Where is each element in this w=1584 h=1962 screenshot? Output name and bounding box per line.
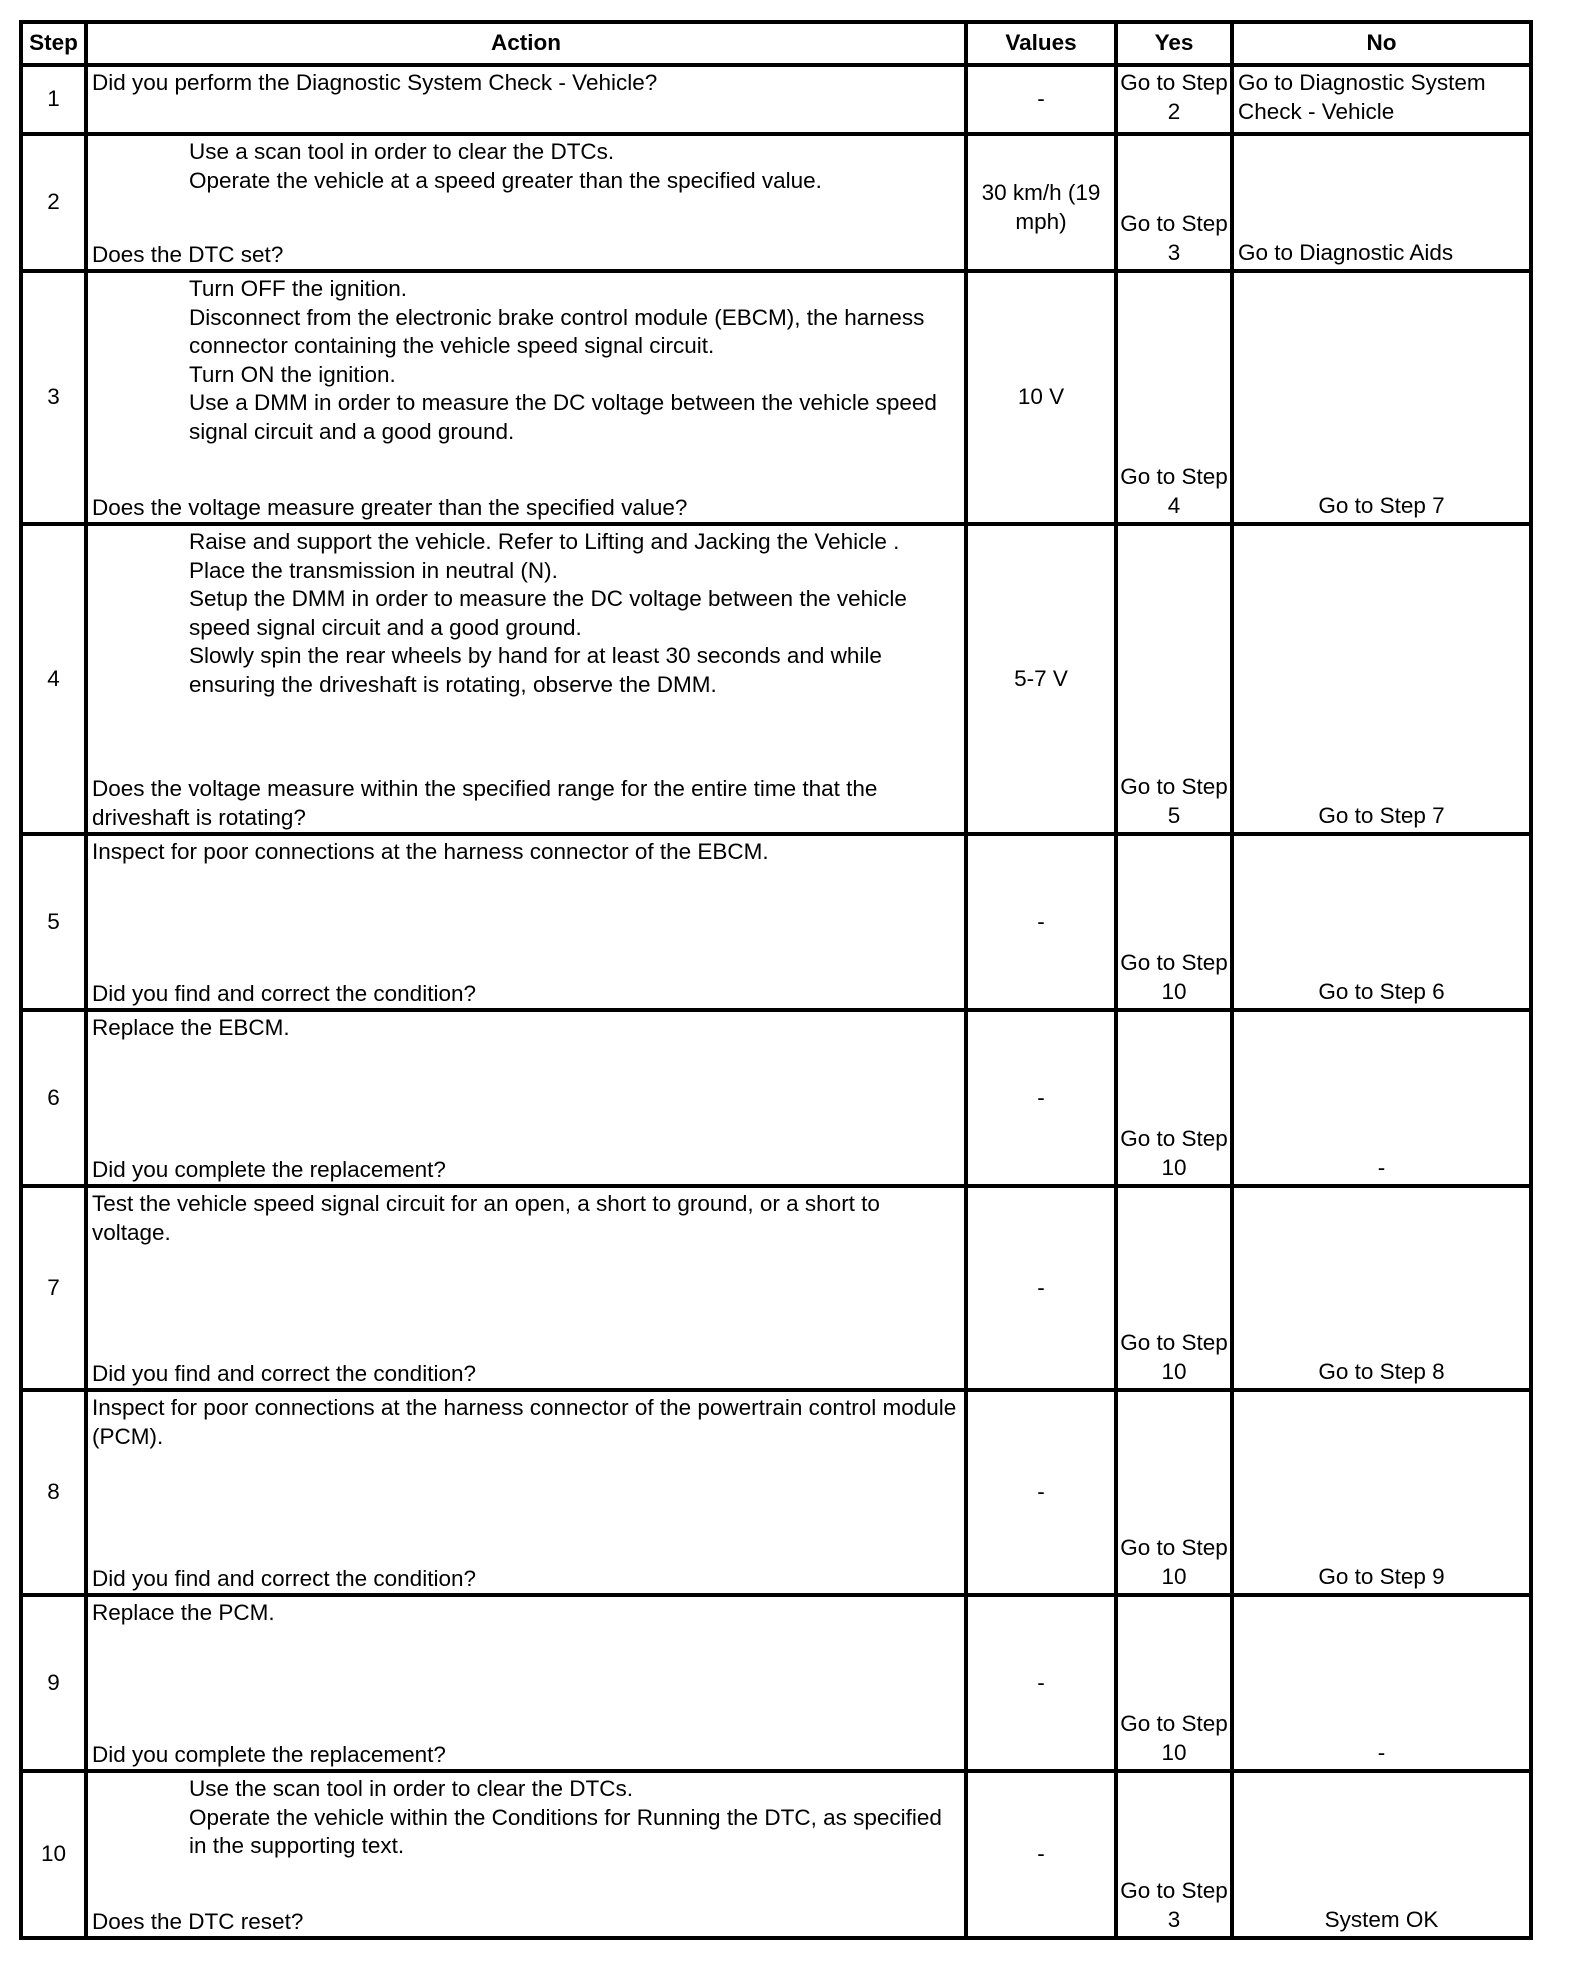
action-cell bbox=[86, 134, 966, 271]
yes-cell: Go to Step 3 bbox=[1116, 1771, 1232, 1938]
no-cell: Go to Diagnostic System Check - Vehicle bbox=[1232, 65, 1531, 134]
action-question: Did you complete the replacement? bbox=[92, 1741, 446, 1767]
step-number: 3 bbox=[21, 271, 86, 524]
action-step: Place the transmission in neutral (N). bbox=[189, 557, 558, 583]
no-cell: System OK bbox=[1232, 1771, 1531, 1938]
value-cell: 5-7 V bbox=[966, 524, 1116, 834]
no-cell: Go to Diagnostic Aids bbox=[1232, 134, 1531, 271]
header-action: Action bbox=[86, 22, 966, 65]
action-instruction: Replace the PCM. bbox=[92, 1600, 275, 1625]
table-row bbox=[21, 834, 1531, 1010]
step-number: 7 bbox=[21, 1186, 86, 1390]
no-cell: Go to Step 6 bbox=[1232, 834, 1531, 1010]
header-no: No bbox=[1232, 22, 1531, 65]
step-number: 1 bbox=[21, 65, 86, 134]
value-cell: - bbox=[966, 834, 1116, 1010]
yes-cell: Go to Step 10 bbox=[1116, 834, 1232, 1010]
action-cell bbox=[86, 1771, 966, 1938]
action-step: Turn OFF the ignition. bbox=[189, 276, 408, 301]
yes-cell: Go to Step 2 bbox=[1116, 65, 1232, 134]
no-cell: Go to Step 7 bbox=[1232, 524, 1531, 834]
table-row bbox=[21, 271, 1531, 524]
action-instruction: Inspect for poor connections at the harness connector of the EBCM. bbox=[92, 839, 769, 864]
table-row bbox=[21, 1595, 1531, 1771]
value-cell: - bbox=[966, 65, 1116, 134]
step-number: 5 bbox=[21, 834, 86, 1010]
table-row bbox=[21, 524, 1531, 834]
yes-cell: Go to Step 10 bbox=[1116, 1010, 1232, 1186]
action-step: Setup the DMM in order to measure the DC voltage between the vehicle speed signal circuit and a good ground. bbox=[189, 586, 907, 640]
no-cell: Go to Step 8 bbox=[1232, 1186, 1531, 1390]
action-question: Does the DTC reset? bbox=[92, 1908, 304, 1934]
action-step: Slowly spin the rear wheels by hand for at least 30 seconds and while ensuring the driveshaft is rotating, observe the DMM. bbox=[189, 643, 882, 697]
action-step: Use a DMM in order to measure the DC voltage between the vehicle speed signal circuit and a good ground. bbox=[189, 390, 937, 444]
action-steps bbox=[92, 1775, 960, 1861]
action-cell bbox=[86, 271, 966, 524]
yes-cell: Go to Step 10 bbox=[1116, 1390, 1232, 1595]
action-steps bbox=[92, 275, 960, 446]
action-instruction: Test the vehicle speed signal circuit for an open, a short to ground, or a short to voltage. bbox=[92, 1191, 880, 1245]
header-yes: Yes bbox=[1116, 22, 1232, 65]
no-cell: Go to Step 9 bbox=[1232, 1390, 1531, 1595]
table-row bbox=[21, 1010, 1531, 1186]
header-step: Step bbox=[21, 22, 86, 65]
action-step: Use a scan tool in order to clear the DTCs. bbox=[189, 139, 615, 164]
table-row bbox=[21, 134, 1531, 271]
action-question: Did you find and correct the condition? bbox=[92, 980, 476, 1006]
header-values: Values bbox=[966, 22, 1116, 65]
value-cell: - bbox=[966, 1186, 1116, 1390]
no-cell: - bbox=[1232, 1595, 1531, 1771]
table-row bbox=[21, 65, 1531, 134]
value-cell: - bbox=[966, 1595, 1116, 1771]
action-question: Does the voltage measure greater than the specified value? bbox=[92, 494, 688, 520]
value-cell: - bbox=[966, 1390, 1116, 1595]
yes-cell: Go to Step 10 bbox=[1116, 1186, 1232, 1390]
value-cell: - bbox=[966, 1771, 1116, 1938]
action-question: Does the DTC set? bbox=[92, 241, 284, 267]
action-step: Operate the vehicle within the Conditions for Running the DTC, as specified in the supporting text. bbox=[189, 1804, 942, 1858]
action-question: Does the voltage measure within the specified range for the entire time that the driveshaft is rotating? bbox=[92, 776, 878, 830]
yes-cell: Go to Step 4 bbox=[1116, 271, 1232, 524]
action-question: Did you find and correct the condition? bbox=[92, 1360, 476, 1386]
action-instruction: Replace the EBCM. bbox=[92, 1015, 290, 1040]
action-cell bbox=[86, 524, 966, 834]
yes-cell: Go to Step 3 bbox=[1116, 134, 1232, 271]
action-step: Operate the vehicle at a speed greater than the specified value. bbox=[189, 167, 822, 193]
step-number: 2 bbox=[21, 134, 86, 271]
step-number: 10 bbox=[21, 1771, 86, 1938]
table-row bbox=[21, 1186, 1531, 1390]
action-question: Did you complete the replacement? bbox=[92, 1156, 446, 1182]
action-steps bbox=[92, 138, 960, 195]
diagnostic-table bbox=[19, 20, 1533, 1940]
action-cell bbox=[86, 1390, 966, 1595]
action-step: Disconnect from the electronic brake control module (EBCM), the harness connector containing the vehicle speed signal circuit. bbox=[189, 304, 925, 358]
value-cell: 30 km/h (19 mph) bbox=[966, 134, 1116, 271]
action-cell bbox=[86, 1186, 966, 1390]
action-question: Did you perform the Diagnostic System Check - Vehicle? bbox=[92, 70, 658, 95]
no-cell: Go to Step 7 bbox=[1232, 271, 1531, 524]
value-cell: - bbox=[966, 1010, 1116, 1186]
yes-cell: Go to Step 5 bbox=[1116, 524, 1232, 834]
step-number: 9 bbox=[21, 1595, 86, 1771]
action-steps bbox=[92, 528, 960, 699]
value-cell: 10 V bbox=[966, 271, 1116, 524]
table-row bbox=[21, 1771, 1531, 1938]
action-cell bbox=[86, 1010, 966, 1186]
action-question: Did you find and correct the condition? bbox=[92, 1565, 476, 1591]
action-step: Raise and support the vehicle. Refer to Lifting and Jacking the Vehicle . bbox=[189, 529, 900, 554]
step-number: 8 bbox=[21, 1390, 86, 1595]
header-row bbox=[21, 22, 1531, 65]
step-number: 6 bbox=[21, 1010, 86, 1186]
action-cell bbox=[86, 65, 966, 134]
no-cell: - bbox=[1232, 1010, 1531, 1186]
action-step: Turn ON the ignition. bbox=[189, 361, 396, 387]
action-step: Use the scan tool in order to clear the DTCs. bbox=[189, 1776, 633, 1801]
step-number: 4 bbox=[21, 524, 86, 834]
action-cell bbox=[86, 834, 966, 1010]
table-row bbox=[21, 1390, 1531, 1595]
yes-cell: Go to Step 10 bbox=[1116, 1595, 1232, 1771]
action-cell bbox=[86, 1595, 966, 1771]
action-instruction: Inspect for poor connections at the harness connector of the powertrain control module (PCM). bbox=[92, 1395, 957, 1449]
